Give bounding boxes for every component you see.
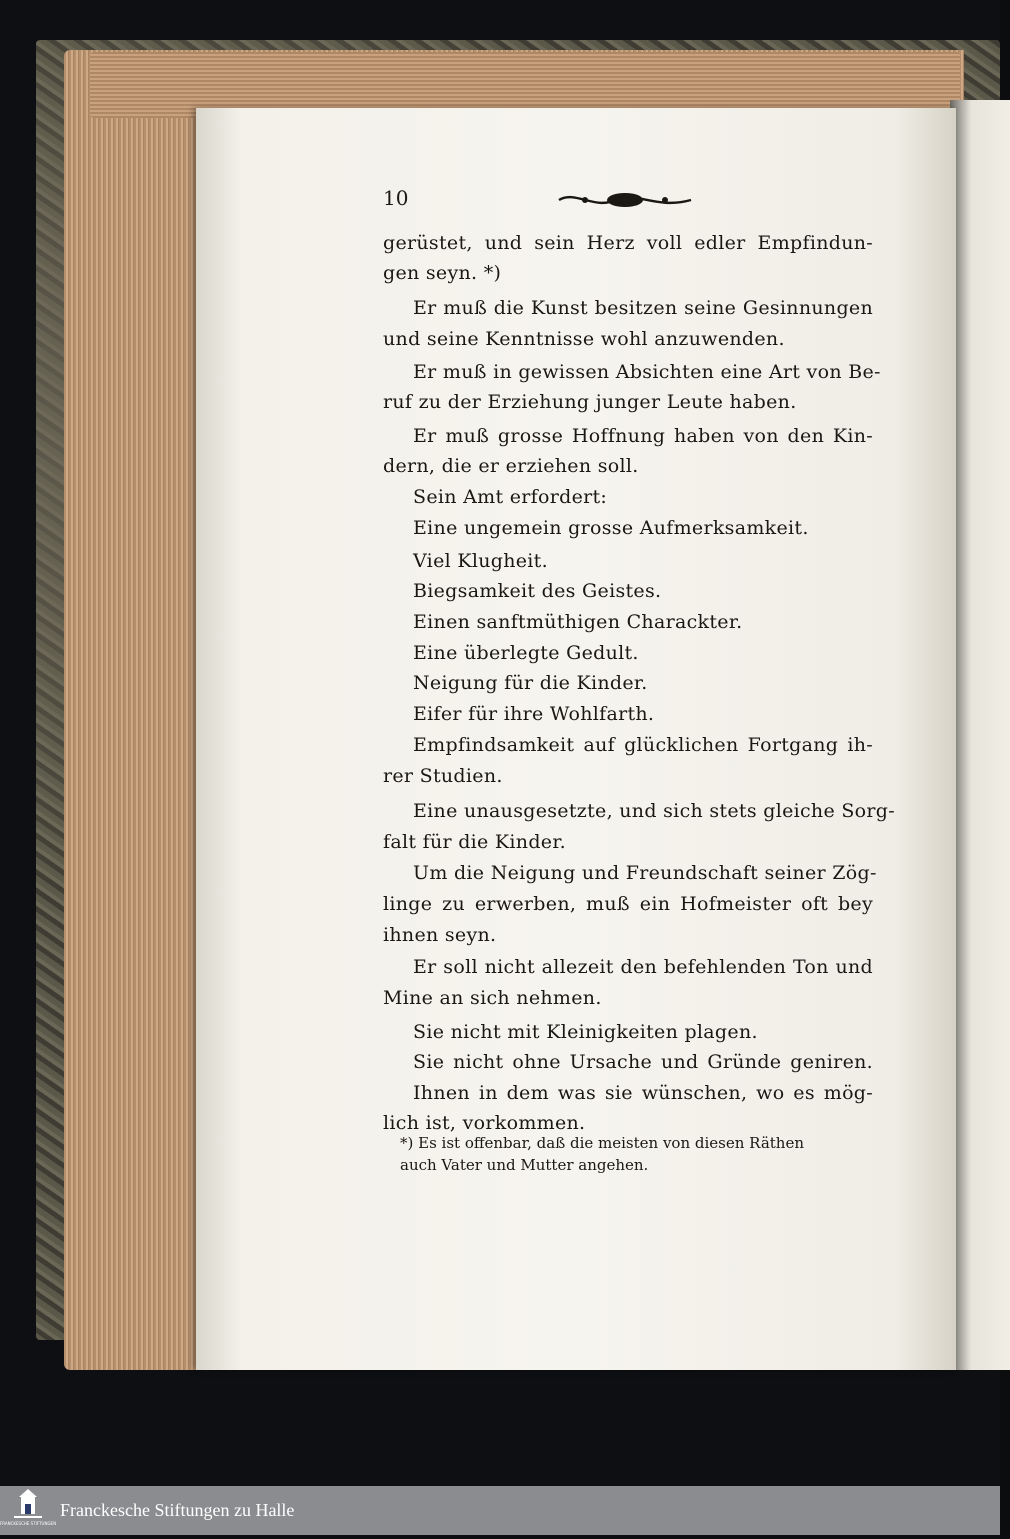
text-line: gen seyn. *) <box>383 262 502 284</box>
footer-text: Franckesche Stiftungen zu Halle <box>60 1500 295 1520</box>
facing-page <box>950 100 1010 1370</box>
text-line: Viel Klugheit. <box>413 550 548 572</box>
text-line: Er soll nicht allezeit den befehlenden Ton und <box>413 956 873 978</box>
footnote-line-2: auch Vater und Mutter angehen. <box>400 1156 649 1174</box>
text-line: Sie nicht ohne Ursache und Gründe geniren. <box>413 1051 873 1073</box>
text-line: Er muß die Kunst besitzen seine Gesinnungen <box>413 297 873 319</box>
text-line: Eine überlegte Gedult. <box>413 642 639 664</box>
text-line: rer Studien. <box>383 765 503 787</box>
text-line: linge zu erwerben, muß ein Hofmeister oft bey <box>383 893 873 915</box>
text-line: Mine an sich nehmen. <box>383 987 602 1009</box>
text-line: dern, die er erziehen soll. <box>383 455 639 477</box>
text-line: Er muß in gewissen Absichten eine Art von Be- <box>413 361 881 383</box>
text-line: Neigung für die Kinder. <box>413 672 648 694</box>
text-line: Eifer für ihre Wohlfarth. <box>413 703 655 725</box>
text-line: falt für die Kinder. <box>383 831 566 853</box>
text-line: Eine ungemein grosse Aufmerksamkeit. <box>413 517 809 539</box>
page-number: 10 <box>383 186 409 210</box>
text-line: Er muß grosse Hoffnung haben von den Kin- <box>413 425 873 447</box>
text-line: gerüstet, und sein Herz voll edler Empfindun- <box>383 232 873 254</box>
text-line: Ihnen in dem was sie wünschen, wo es mög- <box>413 1082 873 1104</box>
text-line: Um die Neigung und Freundschaft seiner Zög- <box>413 862 877 884</box>
text-line: und seine Kenntnisse wohl anzuwenden. <box>383 328 785 350</box>
footnote-line-1: *) Es ist offenbar, daß die meisten von diesen Räthen <box>400 1134 804 1152</box>
text-line: Einen sanftmüthigen Charackter. <box>413 611 743 633</box>
text-line: ihnen seyn. <box>383 924 497 946</box>
text-line: lich ist, vorkommen. <box>383 1112 586 1134</box>
institution-logo-icon <box>0 1486 57 1535</box>
ornament-icon <box>555 188 695 212</box>
text-line: Sein Amt erfordert: <box>413 486 608 508</box>
text-line: Eine unausgesetzte, und sich stets gleiche Sorg- <box>413 800 895 822</box>
text-line: Sie nicht mit Kleinigkeiten plagen. <box>413 1021 758 1043</box>
text-line: Biegsamkeit des Geistes. <box>413 580 662 602</box>
footer-bar <box>0 1486 1000 1535</box>
text-line: ruf zu der Erziehung junger Leute haben. <box>383 391 797 413</box>
svg-text:FRANCKESCHE STIFTUNGEN: FRANCKESCHE STIFTUNGEN <box>0 1521 57 1526</box>
text-line: Empfindsamkeit auf glücklichen Fortgang ih- <box>413 734 873 756</box>
